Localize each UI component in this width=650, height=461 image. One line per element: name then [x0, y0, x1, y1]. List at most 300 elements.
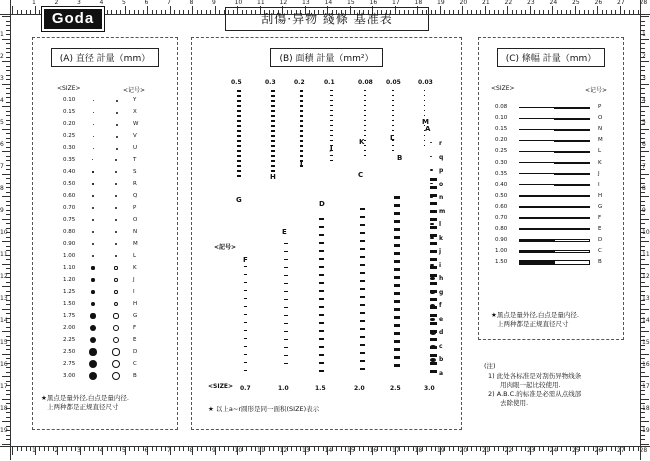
panel-b-letter: G: [236, 196, 242, 204]
panel-a-black-dot: [92, 243, 95, 246]
panel-b-side-letter: p: [439, 167, 444, 174]
ruler-tick: [561, 10, 562, 14]
ruler-number-bottom: 3: [77, 447, 81, 454]
ruler-tick: [6, 336, 10, 337]
panel-b-mark: [424, 115, 425, 116]
ruler-number-right: 2: [642, 53, 646, 60]
panel-c-code: B: [598, 259, 602, 266]
ruler-tick: [12, 6, 13, 14]
ruler-tick: [444, 10, 445, 14]
ruler-number-bottom: 4: [99, 447, 104, 454]
ruler-tick: [6, 160, 10, 161]
ruler-tick: [102, 6, 103, 14]
ruler-tick: [641, 237, 645, 238]
ruler-tick: [6, 435, 10, 436]
panel-a-size: 0.35: [63, 157, 76, 163]
panel-b-side-letter: m: [439, 207, 446, 215]
ruler-tick: [138, 447, 139, 451]
panel-b-mark: [284, 307, 288, 308]
panel-b-mark: [364, 120, 366, 121]
panel-b-mark: [237, 150, 241, 152]
panel-b-mark: [360, 336, 365, 338]
panel-a-size: 3.00: [63, 373, 76, 379]
ruler-tick: [6, 205, 10, 206]
ruler-tick: [183, 447, 184, 451]
panel-b-mark: [394, 244, 400, 247]
ruler-tick: [98, 447, 99, 451]
ruler-tick: [641, 138, 645, 139]
panel-c-size: 0.25: [495, 148, 508, 155]
ruler-number-bottom: 11: [257, 447, 265, 454]
ruler-tick: [6, 246, 10, 247]
panel-a-black-dot: [93, 148, 94, 149]
panel-a-size: 2.50: [63, 349, 76, 355]
ruler-number-left: 2: [0, 53, 4, 60]
ruler-tick: [641, 399, 649, 400]
panel-b-letter: J: [330, 144, 333, 152]
panel-b-mark: [364, 130, 366, 131]
panel-b-mark: [284, 355, 288, 356]
panel-b-letter: M: [422, 118, 429, 126]
ruler-tick: [6, 327, 10, 328]
ruler-tick: [368, 447, 369, 451]
ruler-tick: [641, 39, 649, 40]
ruler-tick: [641, 403, 645, 404]
panel-b-mark: [237, 120, 241, 122]
ruler-tick: [629, 10, 630, 14]
ruler-tick: [641, 151, 649, 152]
panel-c-white-line: [554, 184, 590, 186]
panel-b-side-letter: j: [439, 248, 442, 255]
ruler-tick: [161, 447, 162, 451]
panel-b-mark: [360, 216, 365, 218]
ruler-tick: [489, 10, 490, 14]
ruler-tick: [156, 447, 157, 451]
panel-a-black-dot: [89, 360, 97, 368]
panel-c-white-line: [554, 107, 590, 109]
ruler-tick: [188, 447, 189, 451]
panel-b-side-letter: o: [439, 180, 444, 188]
ruler-tick: [552, 6, 553, 14]
ruler-tick: [641, 439, 645, 440]
panel-a-code: B: [133, 373, 137, 379]
ruler-tick: [525, 447, 526, 451]
ruler-number-bottom: 25: [572, 447, 580, 454]
panel-c-code: J: [598, 170, 600, 177]
panel-a-black-dot: [90, 313, 95, 318]
panel-b-top-value: 0.08: [358, 79, 373, 86]
panel-b-mark: [319, 370, 324, 372]
ruler-tick: [525, 10, 526, 14]
brand-logo: Goda: [44, 9, 102, 29]
panel-a-size: 1.25: [63, 289, 76, 295]
panel-b-mark: [394, 284, 400, 287]
panel-b-mark: [319, 306, 324, 308]
ruler-tick: [116, 447, 117, 451]
ruler-tick: [6, 133, 10, 134]
ruler-tick: [471, 447, 472, 451]
ruler-tick: [498, 447, 499, 451]
ruler-tick: [219, 447, 220, 451]
ruler-tick: [6, 21, 10, 22]
panel-b-mark: [394, 196, 400, 199]
ruler-tick: [6, 268, 10, 269]
ruler-tick: [251, 447, 252, 451]
panel-b-mark: [300, 130, 303, 132]
panel-a-note-2: 上两种都是正规直径尺寸: [47, 403, 119, 411]
ruler-number-bottom: 17: [392, 447, 400, 454]
panel-b-mark: [284, 315, 288, 316]
ruler-number-left: 3: [0, 75, 4, 82]
ruler-tick: [255, 447, 256, 451]
panel-c-size: 0.60: [495, 203, 508, 210]
panel-a-black-dot: [92, 195, 94, 197]
panel-b-mark: [284, 291, 288, 292]
ruler-tick: [39, 447, 40, 451]
panel-b-mark: [237, 165, 241, 167]
panel-a-size: 0.25: [63, 133, 76, 139]
ruler-number-top: 20: [459, 0, 468, 6]
panel-c-black-line: [519, 129, 554, 130]
ruler-number-right: 17: [642, 383, 650, 390]
panel-b-mark: [244, 362, 247, 363]
panel-b-mark: [330, 115, 333, 116]
ruler-tick: [75, 447, 76, 451]
panel-a-black-dot: [92, 171, 93, 172]
ruler-tick: [206, 447, 207, 451]
ruler-tick: [278, 447, 279, 451]
ruler-tick: [206, 10, 207, 14]
panel-b-mark: [430, 318, 435, 322]
panel-b-mark: [392, 150, 394, 151]
ruler-tick: [641, 304, 645, 305]
ruler-number-top: 25: [572, 0, 580, 6]
ruler-tick: [2, 39, 10, 40]
ruler-tick: [404, 447, 405, 451]
panel-b-mark: [430, 291, 435, 294]
panel-a-code: D: [133, 349, 138, 355]
panel-b-note: ★ 以上a~r圆形是同一面积(SIZE)表示: [208, 405, 320, 413]
panel-b-mark: [360, 352, 365, 354]
ruler-tick: [641, 214, 645, 215]
ruler-number-bottom: 12: [279, 447, 288, 454]
panel-a-title: (A) 直径 計量（mm）: [51, 48, 159, 67]
ruler-tick: [6, 349, 10, 350]
panel-a-size: 2.00: [63, 325, 76, 331]
panel-b-mark: [364, 150, 366, 151]
ruler-tick: [548, 447, 549, 451]
panel-a-code: G: [133, 313, 138, 319]
ruler-number-bottom: 21: [482, 447, 490, 454]
panel-b-mark: [364, 125, 366, 126]
panel-c-white-line: [554, 206, 590, 208]
ruler-tick: [641, 16, 649, 17]
ruler-tick: [641, 66, 645, 67]
ruler-tick: [641, 61, 649, 62]
panel-a-white-dot: [116, 100, 118, 102]
panel-b-mark: [394, 348, 400, 351]
ruler-tick: [6, 75, 10, 76]
panel-c-code: I: [598, 181, 600, 188]
ruler-number-left: 11: [0, 251, 8, 258]
ruler-tick: [641, 327, 645, 328]
ruler-tick: [641, 435, 645, 436]
panel-c-size: 0.15: [495, 126, 508, 133]
panel-b-mark: [284, 347, 288, 348]
panel-c-size: 0.70: [495, 215, 508, 221]
ruler-tick: [2, 399, 10, 400]
panel-b-mark: [271, 130, 275, 132]
ruler-tick: [210, 10, 211, 14]
ruler-tick: [6, 34, 10, 35]
panel-b-mark: [319, 338, 324, 340]
panel-b-mark: [364, 110, 366, 111]
ruler-tick: [174, 447, 175, 451]
panel-c-size: 1.00: [495, 248, 508, 255]
ruler-tick: [6, 201, 10, 202]
panel-b-mark: [300, 135, 303, 137]
panel-a-white-dot: [115, 231, 117, 233]
panel-b-mark: [424, 100, 425, 101]
panel-b-side-letter: e: [439, 315, 444, 323]
panel-c-black-line: [519, 206, 554, 208]
ruler-tick: [6, 165, 10, 166]
ruler-tick: [111, 10, 112, 14]
panel-b-mark: [360, 224, 365, 226]
panel-b-mark: [360, 296, 365, 298]
ruler-tick: [408, 447, 409, 451]
panel-b-mark: [364, 115, 366, 116]
panel-a-size: 1.10: [63, 265, 76, 271]
ruler-tick: [597, 6, 598, 14]
ruler-number-left: 15: [0, 339, 8, 346]
ruler-tick: [449, 10, 450, 14]
ruler-tick: [485, 6, 486, 14]
panel-c-white-line: [554, 217, 590, 219]
panel-b-mark: [244, 282, 247, 283]
panel-b-area: [191, 37, 462, 430]
ruler-tick: [111, 447, 112, 451]
panel-b-side-letter: g: [439, 288, 444, 296]
ruler-number-bottom: 20: [459, 447, 468, 454]
ruler-number-bottom: 26: [594, 447, 603, 454]
ruler-tick: [6, 48, 10, 49]
panel-b-mark: [319, 314, 324, 316]
ruler-tick: [363, 447, 364, 451]
ruler-tick: [89, 447, 90, 451]
panel-b-mark: [394, 204, 400, 207]
ruler-tick: [386, 447, 387, 451]
panel-b-mark: [300, 90, 303, 92]
panel-a-white-dot: [115, 207, 117, 209]
panel-c-width: [478, 37, 624, 340]
panel-b-side-letter: l: [439, 221, 442, 228]
panel-b-mark: [392, 145, 394, 146]
notes-item2-line2: 去除使用.: [500, 399, 529, 407]
ruler-tick: [6, 394, 10, 395]
ruler-tick: [197, 10, 198, 14]
panel-b-mark: [271, 140, 275, 142]
panel-b-letter: E: [282, 228, 287, 236]
ruler-tick: [641, 25, 645, 26]
ruler-tick: [269, 447, 270, 451]
panel-b-mark: [360, 208, 365, 210]
ruler-tick: [543, 10, 544, 14]
ruler-number-top: 15: [347, 0, 355, 6]
panel-a-black-dot: [92, 219, 94, 221]
ruler-tick: [6, 156, 10, 157]
panel-a-code: N: [133, 229, 138, 235]
panel-b-mark: [424, 135, 425, 136]
panel-b-mark: [430, 202, 437, 205]
ruler-tick: [435, 10, 436, 14]
panel-c-title: (C) 條幅 計量（mm）: [497, 48, 606, 67]
panel-b-mark: [237, 145, 241, 147]
ruler-tick: [516, 10, 517, 14]
panel-a-code: P: [133, 205, 137, 211]
ruler-tick: [6, 358, 10, 359]
ruler-number-bottom: 2: [54, 447, 59, 454]
panel-c-code: C: [598, 248, 602, 255]
ruler-tick: [539, 447, 540, 451]
ruler-tick: [435, 447, 436, 451]
panel-b-mark: [271, 115, 275, 117]
ruler-bottom: [0, 446, 650, 461]
ruler-tick: [431, 10, 432, 14]
panel-c-code: O: [598, 115, 603, 122]
panel-b-mark: [330, 120, 333, 121]
panel-b-mark: [319, 242, 324, 244]
ruler-tick: [30, 10, 31, 14]
panel-b-mark: [394, 332, 400, 335]
ruler-number-bottom: 24: [549, 447, 558, 454]
ruler-tick: [561, 447, 562, 451]
panel-b-mark: [319, 274, 324, 276]
panel-a-white-dot: [115, 219, 117, 221]
ruler-number-top: 28: [639, 0, 648, 6]
ruler-number-left: 14: [0, 317, 8, 324]
panel-b-mark: [319, 218, 324, 220]
ruler-tick: [17, 447, 18, 451]
ruler-number-left: 19: [0, 427, 8, 434]
panel-b-letter: B: [397, 154, 403, 162]
panel-b-side-letter: n: [439, 194, 444, 201]
panel-b-side-letter: h: [439, 275, 444, 282]
panel-c-size: 0.35: [495, 170, 508, 177]
panel-b-mark: [330, 135, 333, 136]
panel-a-white-dot: [115, 195, 117, 197]
panel-b-mark: [319, 234, 324, 236]
ruler-number-bottom: 19: [437, 447, 445, 454]
panel-b-mark: [319, 258, 324, 260]
panel-b-top-value: 0.03: [418, 79, 433, 86]
ruler-number-bottom: 23: [527, 447, 535, 454]
panel-b-mark: [394, 236, 400, 239]
panel-a-white-dot: [115, 255, 118, 258]
panel-b-mark: [430, 218, 437, 221]
ruler-tick: [197, 447, 198, 451]
ruler-number-right: 8: [642, 185, 646, 192]
ruler-tick: [6, 102, 10, 103]
panel-c-code: P: [598, 104, 602, 110]
ruler-tick: [233, 447, 234, 451]
panel-c-code-header: <记号>: [585, 87, 608, 94]
panel-b-mark: [319, 250, 324, 252]
panel-b-mark: [360, 360, 365, 362]
ruler-tick: [21, 10, 22, 14]
ruler-number-bottom: 16: [369, 447, 378, 454]
ruler-tick: [641, 444, 649, 445]
ruler-tick: [390, 447, 391, 451]
ruler-tick: [381, 447, 382, 451]
ruler-tick: [174, 10, 175, 14]
ruler-number-right: 3: [642, 75, 646, 82]
panel-b-mark: [284, 323, 288, 324]
panel-a-code: H: [133, 301, 138, 307]
ruler-number-bottom: 8: [189, 447, 194, 454]
ruler-number-top: 5: [122, 0, 126, 6]
ruler-tick: [543, 447, 544, 451]
panel-a-size: 0.50: [63, 181, 76, 187]
panel-a-size: 2.25: [63, 337, 76, 343]
ruler-number-bottom: 1: [32, 447, 36, 454]
ruler-tick: [641, 111, 645, 112]
panel-b-letter: C: [358, 171, 364, 179]
panel-b-mark: [237, 100, 241, 102]
panel-c-size-header: <SIZE>: [491, 85, 515, 92]
panel-b-mark: [300, 155, 303, 157]
ruler-tick: [26, 10, 27, 14]
panel-b-side-letter: q: [439, 153, 444, 161]
panel-c-code: K: [598, 159, 602, 166]
panel-a-black-dot: [91, 278, 94, 281]
ruler-tick: [521, 10, 522, 14]
ruler-tick: [6, 79, 10, 80]
panel-b-mark: [271, 125, 275, 127]
panel-b-mark: [237, 170, 241, 172]
panel-b-mark: [284, 331, 288, 332]
panel-c-white-line: [554, 151, 590, 153]
panel-c-black-line: [519, 162, 554, 163]
ruler-tick: [584, 10, 585, 14]
ruler-number-bottom: 6: [144, 447, 149, 454]
panel-b-side-letter: c: [439, 342, 443, 350]
ruler-tick: [534, 10, 535, 14]
panel-a-size: 2.75: [63, 361, 76, 367]
ruler-tick: [219, 10, 220, 14]
panel-b-mark: [271, 160, 275, 162]
ruler-tick: [641, 291, 645, 292]
panel-b-mark: [430, 186, 437, 189]
panel-c-code: D: [598, 237, 603, 244]
panel-b-mark: [300, 115, 303, 117]
panel-b-mark: [392, 110, 394, 111]
ruler-number-top: 27: [617, 0, 625, 6]
ruler-tick: [6, 187, 10, 188]
ruler-tick: [641, 349, 645, 350]
panel-b-mark: [394, 364, 400, 367]
ruler-number-top: 1: [32, 0, 36, 6]
page-title: 刮傷·异物 綫條 基准表: [225, 7, 429, 31]
ruler-number-right: 5: [642, 119, 646, 126]
panel-b-mark: [360, 304, 365, 306]
ruler-tick: [2, 174, 10, 175]
ruler-number-left: 4: [0, 97, 4, 104]
ruler-tick: [6, 304, 10, 305]
ruler-tick: [641, 421, 649, 422]
panel-b-mark: [319, 330, 324, 332]
panel-b-mark: [364, 155, 366, 156]
